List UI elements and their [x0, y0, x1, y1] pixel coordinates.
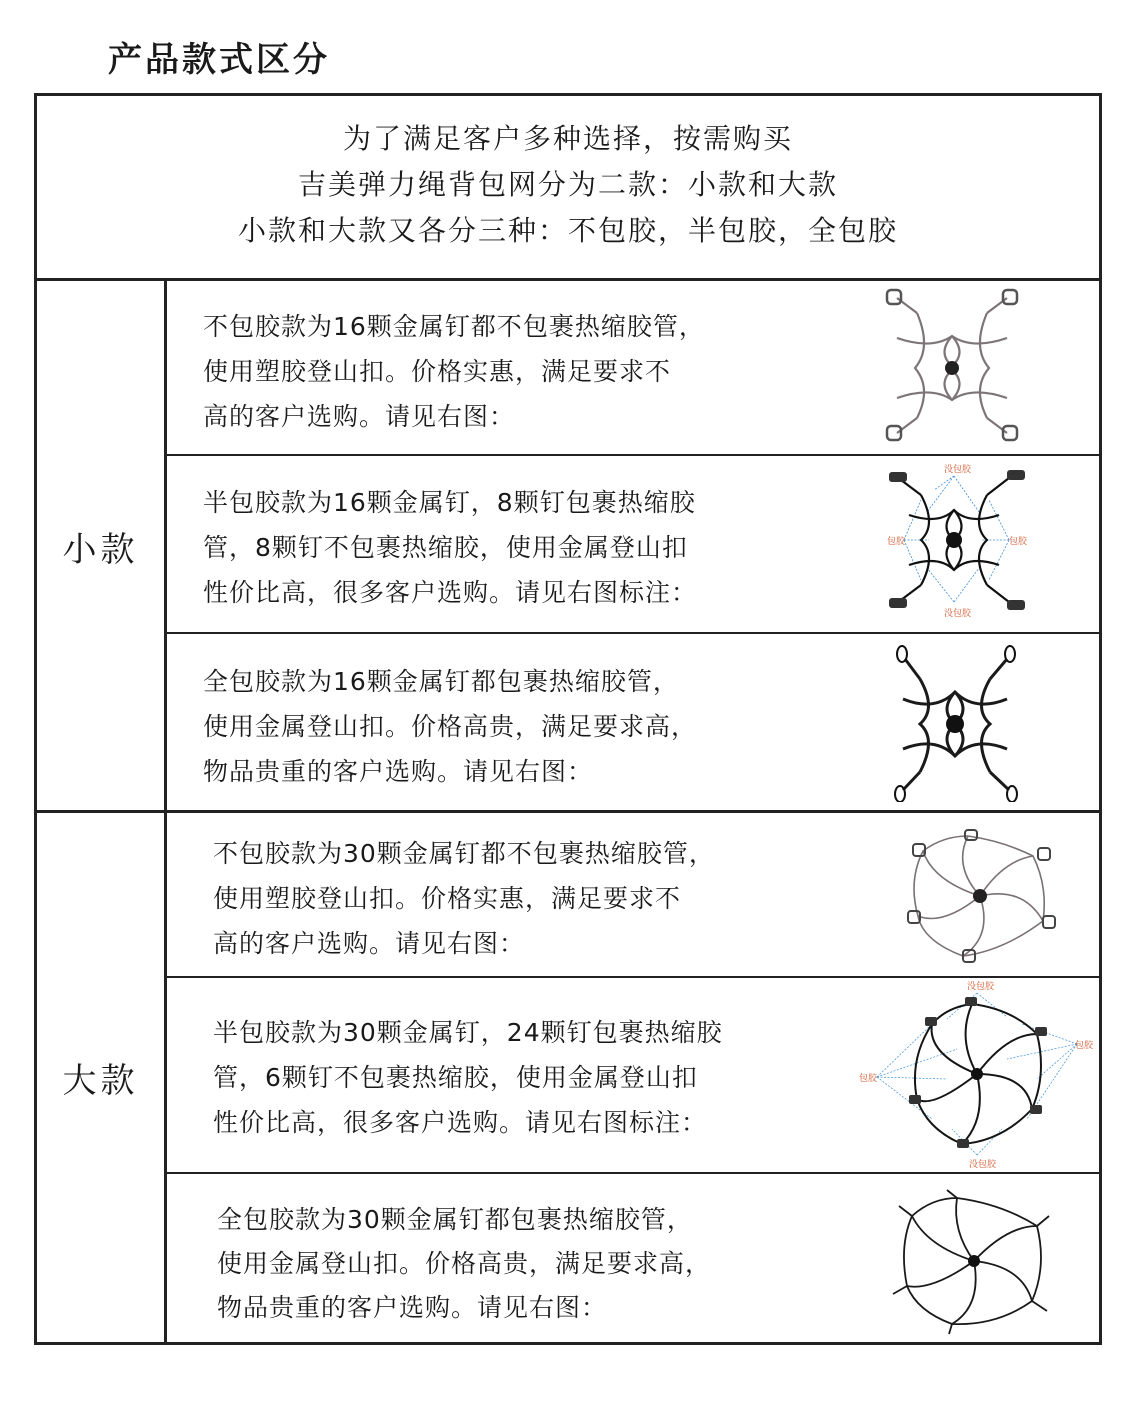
- row-text-line: 全包胶款为16颗金属钉都包裹热缩胶管，: [203, 667, 679, 696]
- small-half-coating-net-image: [859, 460, 1049, 620]
- small-row-1-text: [203, 304, 843, 439]
- comparison-table: [34, 93, 1102, 1345]
- annotation-coated-left: 包胶: [859, 1074, 878, 1084]
- intro-line-3: 小款和大款又各分三种：不包胶，半包胶，全包胶: [237, 214, 898, 247]
- large-no-coating-net-image: [893, 826, 1068, 966]
- annotation-uncoated-bottom: 没包胶: [969, 1160, 997, 1169]
- annotation-uncoated-top: 没包胶: [967, 982, 995, 992]
- large-half-coating-net-image: [837, 979, 1099, 1169]
- row-text-line: 使用塑胶登山扣。价格实惠，满足要求不: [213, 884, 682, 913]
- group-divider: [37, 810, 1099, 813]
- row-text-line: 管，6颗钉不包裹热缩胶，使用金属登山扣: [213, 1063, 698, 1092]
- small-full-coating-net-image: [875, 644, 1035, 802]
- annotation-coated-right: 包胶: [1009, 537, 1028, 547]
- group-label-large: 大款: [37, 813, 167, 1342]
- row-divider: [167, 632, 1099, 634]
- large-full-coating-net-image: [887, 1186, 1062, 1336]
- annotation-uncoated-top: 没包胶: [944, 465, 972, 475]
- group-label-small: 小款: [37, 281, 167, 811]
- annotation-coated-left: 包胶: [887, 537, 906, 547]
- row-text-line: 性价比高，很多客户选购。请见右图标注：: [203, 578, 698, 607]
- row-text-line: 全包胶款为30颗金属钉都包裹热缩胶管，: [217, 1205, 693, 1234]
- row-text-line: 不包胶款为16颗金属钉都不包裹热缩胶管，: [203, 312, 705, 341]
- annotation-coated-right: 包胶: [1075, 1041, 1094, 1051]
- row-divider: [167, 454, 1099, 456]
- large-row-3-text: [217, 1198, 857, 1330]
- row-text-line: 性价比高，很多客户选购。请见右图标注：: [213, 1108, 708, 1137]
- large-row-1-text: [213, 831, 853, 966]
- small-row-2-text: [203, 480, 843, 615]
- row-text-line: 管，8颗钉不包裹热缩胶，使用金属登山扣: [203, 533, 688, 562]
- row-text-line: 半包胶款为30颗金属钉，24颗钉包裹热缩胶: [213, 1018, 723, 1047]
- row-text-line: 使用塑胶登山扣。价格实惠，满足要求不: [203, 357, 672, 386]
- row-divider: [167, 976, 1099, 978]
- row-text-line: 物品贵重的客户选购。请见右图：: [217, 1293, 608, 1322]
- large-row-2-text: [213, 1010, 853, 1145]
- page-title: 产品款式区分: [108, 40, 330, 80]
- intro-line-2: 吉美弹力绳背包网分为二款：小款和大款: [297, 168, 838, 201]
- row-text-line: 使用金属登山扣。价格高贵，满足要求高，: [217, 1249, 712, 1278]
- row-text-line: 高的客户选购。请见右图：: [213, 929, 526, 958]
- small-row-3-text: [203, 659, 843, 794]
- row-text-line: 不包胶款为30颗金属钉都不包裹热缩胶管，: [213, 839, 715, 868]
- row-text-line: 物品贵重的客户选购。请见右图：: [203, 757, 594, 786]
- intro-section: [37, 96, 1099, 281]
- intro-line-1: 为了满足客户多种选择，按需购买: [342, 122, 793, 155]
- row-text-line: 高的客户选购。请见右图：: [203, 402, 516, 431]
- annotation-uncoated-bottom: 没包胶: [944, 609, 972, 619]
- row-text-line: 半包胶款为16颗金属钉，8颗钉包裹热缩胶: [203, 488, 696, 517]
- row-text-line: 使用金属登山扣。价格高贵，满足要求高，: [203, 712, 698, 741]
- row-divider: [167, 1172, 1099, 1174]
- small-no-coating-net-image: [877, 288, 1027, 443]
